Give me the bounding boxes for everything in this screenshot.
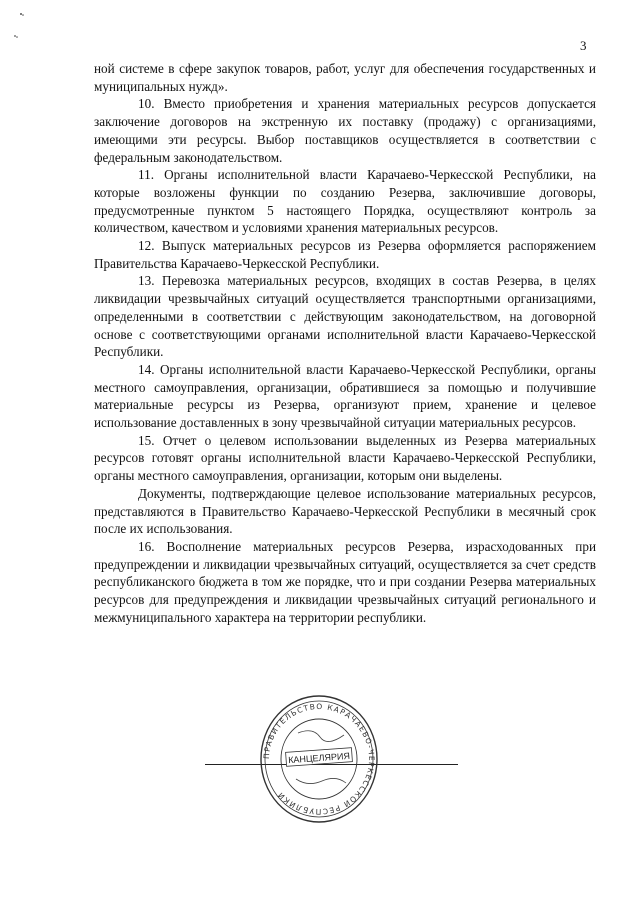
- paragraph-continuation: ной системе в сфере закупок товаров, работ, услуг для обеспечения государственных и муниципальных нужд».: [94, 61, 596, 94]
- paragraph-11: 11. Органы исполнительной власти Карачаево-Черкесской Республики, на которые возложены функции по созданию Резерва, заключившие договоры, предусмотренные пунктом 5 настоящего Порядка, осуществляют контроль за количеством, качеством и условиями хранения материальных ресурсов.: [94, 167, 596, 236]
- corner-mark: [6, 0, 36, 40]
- document-body: [94, 60, 596, 627]
- paragraph-15-documents: Документы, подтверждающие целевое использование материальных ресурсов, представляются в Правительство Карачаево-Черкесской Республики в месячный срок после их использования.: [94, 485, 596, 537]
- paragraph-15: 15. Отчет о целевом использовании выделенных из Резерва материальных ресурсов готовят органы исполнительной власти Карачаево-Черкесской Республики, органы местного самоуправления, организации, которым они выделены.: [94, 432, 596, 484]
- paragraph-14: 14. Органы исполнительной власти Карачаево-Черкесской Республики, органы местного самоуправления, организации, обратившиеся за помощью и получившие материальные ресурсы из Резерва, организуют прием, хранение и целевое использование доставленных в зону чрезвычайной ситуации материальных ресурсов.: [94, 361, 596, 431]
- seal-ring-text: ПРАВИТЕЛЬСТВО КАРАЧАЕВО-ЧЕРКЕССКОЙ РЕСПУБЛИКИ: [261, 701, 377, 817]
- seal-center-text: КАНЦЕЛЯРИЯ: [287, 750, 351, 766]
- official-seal: [258, 693, 380, 825]
- paragraph-10: 10. Вместо приобретения и хранения материальных ресурсов допускается заключение договоров на экстренную их поставку (продажу) с организациями, имеющими эти ресурсы. Выбор поставщиков осуществляется в соответствии с федеральным законодательством.: [94, 96, 596, 165]
- paragraph-13: 13. Перевозка материальных ресурсов, входящих в состав Резерва, в целях ликвидации чрезвычайных ситуаций осуществляется транспортными организациями, определенными в соответствии с действующим законодательством, на договорной основе с соответствующими органами исполнительной власти Карачаево-Черкесской Республики.: [94, 273, 596, 360]
- paragraph-12: 12. Выпуск материальных ресурсов из Резерва оформляется распоряжением Правительства Карачаево-Черкесской Республики.: [94, 238, 596, 271]
- page-number: 3: [580, 38, 587, 53]
- paragraph-16: 16. Восполнение материальных ресурсов Резерва, израсходованных при предупреждении и ликвидации чрезвычайных ситуаций, осуществляется за счет средств республиканского бюджета в том же порядке, что и при создании Резерва материальных ресурсов для предупреждения и ликвидации чрезвычайных ситуаций регионального и межмуниципального характера на территории республики.: [94, 538, 596, 625]
